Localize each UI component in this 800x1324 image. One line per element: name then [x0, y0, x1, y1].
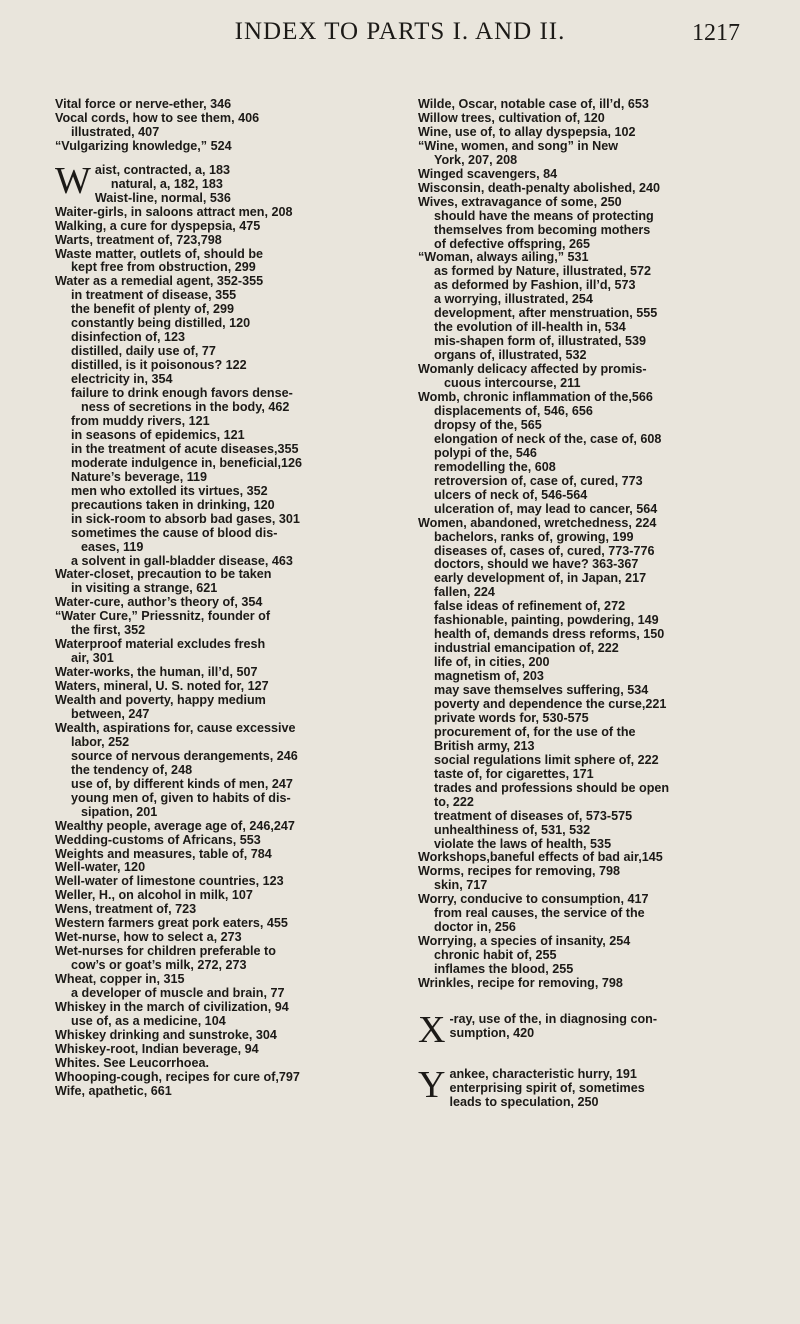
index-subentry: development, after menstruation, 555 [434, 307, 658, 321]
index-subentry: from real causes, the service of the [434, 907, 645, 921]
index-subentry: social regulations limit sphere of, 222 [434, 753, 659, 767]
index-subentry: mis-shapen form of, illustrated, 539 [434, 335, 647, 349]
index-subentry: young men of, given to habits of dis- [71, 791, 291, 805]
index-subentry: in seasons of epidemics, 121 [71, 428, 245, 442]
index-entry: Wives, extravagance of some, 250 [418, 195, 622, 209]
index-entry: Womanly delicacy affected by promis- [418, 363, 647, 377]
index-subentry: false ideas of refinement of, 272 [434, 600, 626, 614]
x-section [418, 1013, 758, 1046]
index-subentry: labor, 252 [71, 735, 130, 749]
index-subentry: ulcers of neck of, 546-564 [434, 488, 588, 502]
index-subentry: moderate indulgence in, beneficial,126 [71, 456, 302, 470]
index-entry: Whooping-cough, recipes for cure of,797 [55, 1070, 300, 1084]
index-subentry: ulceration of, may lead to cancer, 564 [434, 502, 658, 516]
running-title: INDEX TO PARTS I. AND II. [234, 18, 566, 45]
index-subentry: inflames the blood, 255 [434, 963, 574, 977]
index-entry: leads to speculation, 250 [449, 1095, 599, 1109]
index-subentry: themselves from becoming mothers [434, 223, 651, 237]
index-subentry: in visiting a strange, 621 [71, 582, 218, 596]
index-subentry: skin, 717 [434, 879, 488, 893]
index-subentry: a worrying, illustrated, 254 [434, 293, 593, 307]
index-subentry: dropsy of the, 565 [434, 418, 542, 432]
index-entry: Workshops,baneful effects of bad air,145 [418, 851, 663, 865]
index-entry: “Wine, women, and song” in New [418, 139, 618, 153]
index-subentry: violate the laws of health, 535 [434, 837, 612, 851]
index-subentry: Nature’s beverage, 119 [71, 470, 208, 484]
index-subentry: diseases of, cases of, cured, 773-776 [434, 544, 655, 558]
index-subentry: between, 247 [71, 707, 150, 721]
index-column-left [55, 98, 385, 1099]
index-subentry: source of nervous derangements, 246 [71, 749, 298, 763]
index-subentry: procurement of, for the use of the [434, 725, 636, 739]
drop-cap-w: W [55, 163, 91, 202]
index-subentry: in the treatment of acute diseases,355 [71, 442, 299, 456]
index-entry: Wealth and poverty, happy medium [55, 694, 266, 708]
index-continuation: cuous intercourse, 211 [444, 377, 581, 391]
index-entry: Water-cure, author’s theory of, 354 [55, 596, 263, 610]
index-entry: Whiskey drinking and sunstroke, 304 [55, 1028, 277, 1042]
index-entry: Wilde, Oscar, notable case of, ill’d, 653 [418, 98, 649, 111]
w-entries-left [55, 206, 385, 1099]
index-entry: Walking, a cure for dyspepsia, 475 [55, 219, 261, 233]
index-column-right [418, 98, 758, 1110]
index-entry: Womb, chronic inflammation of the,566 [418, 391, 653, 405]
index-subentry: chronic habit of, 255 [434, 949, 557, 963]
drop-cap-x: X [418, 1013, 446, 1046]
index-subentry: should have the means of protecting [434, 209, 654, 223]
index-subentry: doctors, should we have? 363-367 [434, 558, 639, 572]
index-subentry: trades and professions should be open [434, 781, 670, 795]
index-entry: -ray, use of the, in diagnosing con- [449, 1013, 658, 1026]
index-subentry: displacements of, 546, 656 [434, 404, 593, 418]
index-subentry: disinfection of, 123 [71, 331, 186, 345]
v-entries [55, 98, 385, 154]
index-entry: Wet-nurse, how to select a, 273 [55, 931, 242, 945]
index-subentry: magnetism of, 203 [434, 670, 544, 684]
index-entry: Worry, conducive to consumption, 417 [418, 893, 649, 907]
index-subentry: York, 207, 208 [434, 153, 518, 167]
y-section [418, 1068, 758, 1110]
w-section-start [55, 164, 385, 206]
index-subentry: poverty and dependence the curse,221 [434, 697, 667, 711]
index-subentry: constantly being distilled, 120 [71, 317, 251, 331]
index-subentry: remodelling the, 608 [434, 460, 556, 474]
index-subentry: fashionable, painting, powdering, 149 [434, 614, 659, 628]
index-subentry: electricity in, 354 [71, 373, 173, 387]
index-subentry: life of, in cities, 200 [434, 656, 550, 670]
index-entry: Weights and measures, table of, 784 [55, 847, 272, 861]
index-subentry: British army, 213 [434, 739, 535, 753]
index-entry: Whiskey in the march of civilization, 94 [55, 1001, 289, 1014]
index-subentry: precautions taken in drinking, 120 [71, 498, 275, 512]
index-subentry: may save themselves suffering, 534 [434, 684, 649, 698]
index-entry: Vocal cords, how to see them, 406 [55, 111, 260, 125]
drop-cap-y: Y [418, 1068, 446, 1106]
index-entry: Wrinkles, recipe for removing, 798 [418, 977, 623, 991]
index-entry: ankee, characteristic hurry, 191 [449, 1068, 637, 1081]
index-subentry: a solvent in gall-bladder disease, 463 [71, 554, 293, 568]
index-subentry: unhealthiness of, 531, 532 [434, 823, 591, 837]
index-subentry: industrial emancipation of, 222 [434, 642, 619, 656]
index-subentry: use of, by different kinds of men, 247 [71, 777, 293, 791]
index-subentry: to, 222 [434, 795, 474, 809]
index-entry: Water as a remedial agent, 352-355 [55, 275, 264, 289]
index-subentry: failure to drink enough favors dense- [71, 387, 293, 401]
index-entry: Wens, treatment of, 723 [55, 903, 197, 917]
index-entry: Wisconsin, death-penalty abolished, 240 [418, 181, 661, 195]
index-entry: Water-works, the human, ill’d, 507 [55, 666, 258, 680]
index-entry: Water-closet, precaution to be taken [55, 568, 272, 582]
index-subentry: treatment of diseases of, 573-575 [434, 809, 633, 823]
index-subentry: doctor in, 256 [434, 921, 516, 935]
index-subentry: in treatment of disease, 355 [71, 289, 237, 303]
index-subentry: organs of, illustrated, 532 [434, 349, 587, 363]
index-subentry: as formed by Nature, illustrated, 572 [434, 265, 651, 279]
index-entry: Winged scavengers, 84 [418, 167, 558, 181]
index-continuation: sipation, 201 [81, 805, 158, 819]
index-entry: Waiter-girls, in saloons attract men, 208 [55, 205, 293, 219]
index-entry: Wealthy people, average age of, 246,247 [55, 819, 295, 833]
index-subentry: polypi of the, 546 [434, 446, 537, 460]
index-entry: Well-water of limestone countries, 123 [55, 875, 284, 889]
index-continuation: ness of secretions in the body, 462 [81, 401, 290, 415]
index-entry: Whiskey-root, Indian beverage, 94 [55, 1042, 259, 1056]
index-entry: Whites. See Leucorrhoea. [55, 1056, 209, 1070]
index-entry: Waterproof material excludes fresh [55, 638, 266, 652]
index-entry: “Water Cure,” Priessnitz, founder of [55, 610, 271, 624]
index-entry: Warts, treatment of, 723,798 [55, 233, 222, 247]
index-entry: Wheat, copper in, 315 [55, 973, 185, 987]
index-subentry: in sick-room to absorb bad gases, 301 [71, 512, 300, 526]
index-entry: sumption, 420 [449, 1026, 535, 1040]
index-entry: aist, contracted, a, 183 [94, 163, 230, 177]
index-subentry: retroversion of, case of, cured, 773 [434, 474, 643, 488]
index-subentry: kept free from obstruction, 299 [71, 261, 256, 275]
index-entry: Wealth, aspirations for, cause excessive [55, 721, 296, 735]
index-entry: enterprising spirit of, sometimes [449, 1081, 645, 1095]
index-subentry: distilled, is it poisonous? 122 [71, 359, 247, 373]
index-subentry: early development of, in Japan, 217 [434, 572, 647, 586]
index-entry: Weller, H., on alcohol in milk, 107 [55, 889, 253, 903]
index-subentry: a developer of muscle and brain, 77 [71, 987, 285, 1001]
index-subentry: distilled, daily use of, 77 [71, 345, 216, 359]
index-entry: Wedding-customs of Africans, 553 [55, 833, 261, 847]
index-entry: “Woman, always ailing,” 531 [418, 251, 589, 265]
index-subentry: air, 301 [71, 652, 114, 666]
index-entry: Wet-nurses for children preferable to [55, 945, 276, 959]
index-subentry: the benefit of plenty of, 299 [71, 303, 235, 317]
index-entry: Western farmers great pork eaters, 455 [55, 917, 288, 931]
index-entry: Wife, apathetic, 661 [55, 1084, 172, 1098]
index-subentry: taste of, for cigarettes, 171 [434, 767, 594, 781]
index-entry: Wine, use of, to allay dyspepsia, 102 [418, 125, 636, 139]
page-number: 1217 [692, 20, 740, 46]
index-continuation: eases, 119 [81, 540, 144, 554]
index-subentry: fallen, 224 [434, 586, 495, 600]
index-subentry: bachelors, ranks of, growing, 199 [434, 530, 634, 544]
index-entry: Worms, recipes for removing, 798 [418, 865, 621, 879]
index-entry: Worrying, a species of insanity, 254 [418, 935, 631, 949]
index-entry: Waste matter, outlets of, should be [55, 247, 264, 261]
page-header [0, 18, 800, 58]
index-subentry: natural, a, 182, 183 [110, 177, 223, 191]
index-entry: Waist-line, normal, 536 [94, 191, 231, 205]
index-subentry: elongation of neck of the, case of, 608 [434, 432, 662, 446]
index-entry: Women, abandoned, wretchedness, 224 [418, 516, 657, 530]
index-entry: Willow trees, cultivation of, 120 [418, 111, 605, 125]
index-subentry: sometimes the cause of blood dis- [71, 526, 278, 540]
index-subentry: from muddy rivers, 121 [71, 414, 210, 428]
index-subentry: the tendency of, 248 [71, 763, 193, 777]
index-subentry: the evolution of ill-health in, 534 [434, 321, 626, 335]
w-entries-right [418, 98, 758, 991]
index-subentry: the first, 352 [71, 624, 146, 638]
index-subentry: men who extolled its virtues, 352 [71, 484, 268, 498]
index-entry: Waters, mineral, U. S. noted for, 127 [55, 680, 269, 694]
index-subentry: health of, demands dress reforms, 150 [434, 628, 665, 642]
index-subentry: of defective offspring, 265 [434, 237, 591, 251]
index-entry: Well-water, 120 [55, 861, 146, 875]
index-entry: “Vulgarizing knowledge,” 524 [55, 139, 232, 153]
index-subentry: use of, as a medicine, 104 [71, 1014, 226, 1028]
index-subentry: as deformed by Fashion, ill’d, 573 [434, 279, 636, 293]
index-subentry: illustrated, 407 [71, 125, 160, 139]
index-entry: Vital force or nerve-ether, 346 [55, 98, 232, 111]
index-subentry: cow’s or goat’s milk, 272, 273 [71, 959, 247, 973]
index-subentry: private words for, 530-575 [434, 711, 589, 725]
